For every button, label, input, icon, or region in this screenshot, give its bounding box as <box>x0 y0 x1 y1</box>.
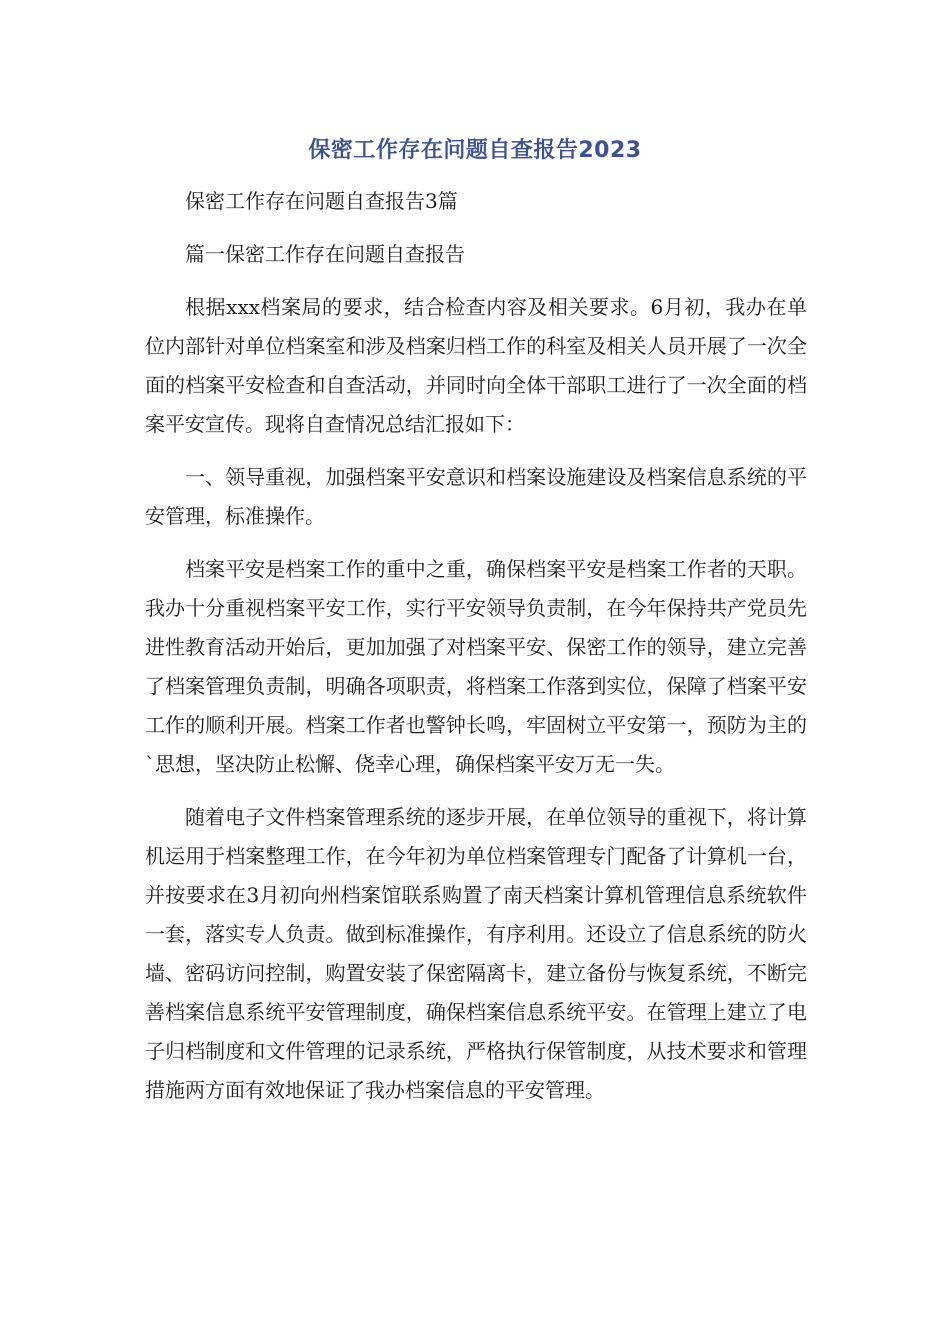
paragraph: 随着电子文件档案管理系统的逐步开展，在单位领导的重视下，将计算机运用于档案整理工作，在今年初为单位档案管理专门配备了计算机一台，并按要求在3月初向州档案馆联系购置了南天档案计算机管理信息系统软件一套，落实专人负责。做到标准操作，有序利用。还设立了信息系统的防火墙、密码访问控制，购置安装了保密隔离卡，建立备份与恢复系统，不断完善档案信息系统平安管理制度，确保档案信息系统平安。在管理上建立了电子归档制度和文件管理的记录系统，严格执行保管制度，从技术要求和管理措施两方面有效地保证了我办档案信息的平安管理。 <box>145 805 807 1102</box>
paragraph-section-heading: 篇一保密工作存在问题自查报告 <box>185 242 465 266</box>
document-body <box>145 182 807 1124</box>
paragraph: 档案平安是档案工作的重中之重，确保档案平安是档案工作者的天职。我办十分重视档案平安工作，实行平安领导负责制，在今年保持共产党员先进性教育活动开始后，更加加强了对档案平安、保密工作的领导，建立完善了档案管理负责制，明确各项职责，将档案工作落到实位，保障了档案平安工作的顺利开展。档案工作者也警钟长鸣，牢固树立平安第一，预防为主的`思想，坚决防止松懈、侥幸心理，确保档案平安万无一失。 <box>145 557 807 776</box>
paragraph: 根据xxx档案局的要求，结合检查内容及相关要求。6月初，我办在单位内部针对单位档案室和涉及档案归档工作的科室及相关人员开展了一次全面的档案平安检查和自查活动，并同时向全体干部职工进行了一次全面的档案平安宣传。现将自查情况总结汇报如下： <box>145 295 807 436</box>
document-title: 保密工作存在问题自查报告2023 <box>308 138 642 163</box>
paragraph: 一、领导重视，加强档案平安意识和档案设施建设及档案信息系统的平安管理，标准操作。 <box>145 465 807 528</box>
paragraph-subtitle: 保密工作存在问题自查报告3篇 <box>185 189 458 213</box>
